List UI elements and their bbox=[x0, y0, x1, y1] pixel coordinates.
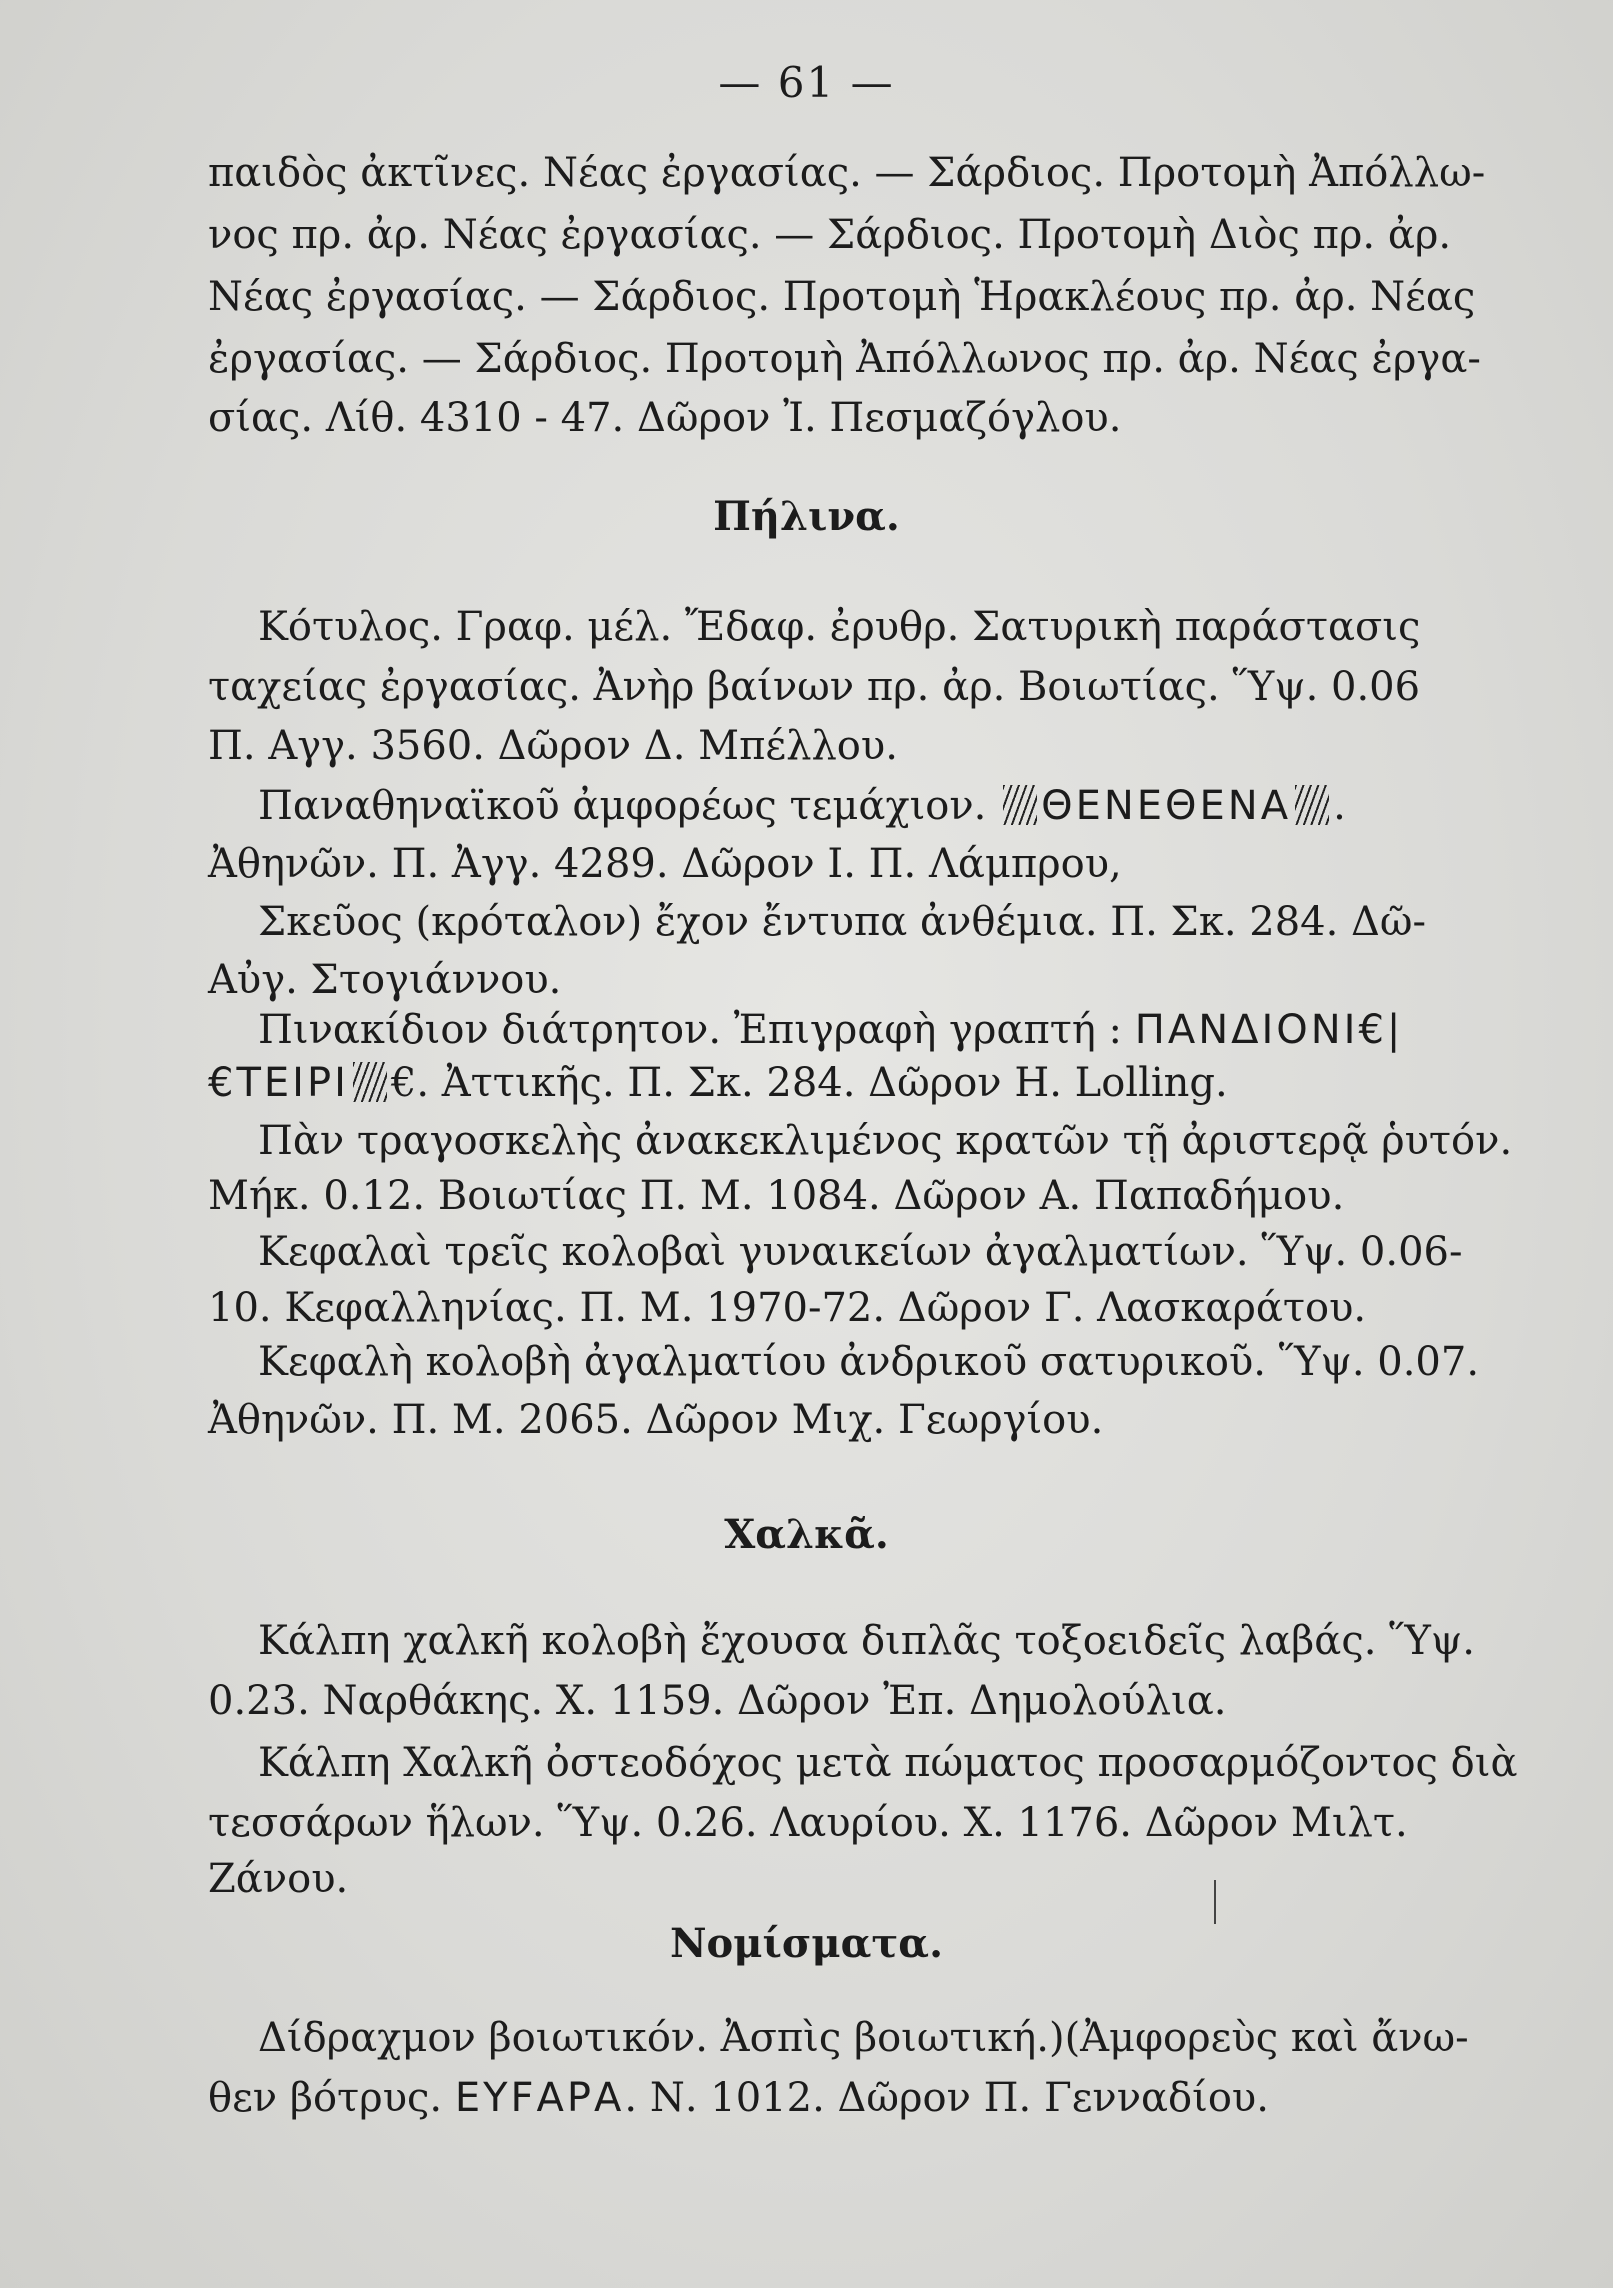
lacuna-mark bbox=[353, 1062, 387, 1102]
lacuna-mark bbox=[1295, 785, 1329, 825]
inscription: ΕΥFΑΡΑ bbox=[454, 2075, 625, 2121]
text-segment: . bbox=[1333, 783, 1346, 829]
page-number: — 61 — bbox=[718, 58, 895, 107]
text-line: Κάλπη χαλκῆ κολοβὴ ἔχουσα διπλᾶς τοξοειδεῖς λαβάς. Ὕψ. bbox=[258, 1618, 1475, 1664]
text-line: Κεφαλαὶ τρεῖς κολοβαὶ γυναικείων ἀγαλματίων. Ὕψ. 0.06- bbox=[258, 1229, 1463, 1275]
text-line bbox=[208, 1057, 1228, 1109]
text-line: ταχείας ἐργασίας. Ἀνὴρ βαίνων πρ. ἀρ. Βοιωτίας. Ὕψ. 0.06 bbox=[208, 664, 1421, 710]
text-line: 10. Κεφαλληνίας. Π. Μ. 1970-72. Δῶρον Γ. Λασκαράτου. bbox=[208, 1285, 1367, 1331]
text-line: Σκεῦος (κρόταλον) ἔχον ἔντυπα ἀνθέμια. Π. Σκ. 284. Δῶ- bbox=[258, 899, 1427, 945]
text-line: Ἀθηνῶν. Π. Ἀγγ. 4289. Δῶρον Ι. Π. Λάμπρου, bbox=[208, 841, 1122, 887]
text-line: Ζάνου. bbox=[208, 1856, 349, 1902]
text-segment: Πινακίδιον διάτρητον. Ἐπιγραφὴ γραπτή : bbox=[258, 1007, 1135, 1053]
text-line bbox=[208, 2072, 1269, 2124]
inscription: ΘΕΝΕΘΕΝΑ bbox=[1041, 783, 1292, 829]
text-segment: θεν βότρυς. bbox=[208, 2075, 455, 2121]
lacuna-mark bbox=[1003, 785, 1037, 825]
text-segment: . Ν. 1012. Δῶρον Π. Γενναδίου. bbox=[624, 2075, 1269, 2121]
text-segment: €. Ἀττικῆς. Π. Σκ. 284. Δῶρον Η. Lolling. bbox=[390, 1060, 1228, 1106]
text-line: Αὐγ. Στογιάννου. bbox=[208, 957, 562, 1003]
text-line: Π. Αγγ. 3560. Δῶρον Δ. Μπέλλου. bbox=[208, 723, 898, 769]
text-line: Κάλπη Χαλκῆ ὀστεοδόχος μετὰ πώματος προσαρμόζοντος διὰ bbox=[258, 1740, 1518, 1786]
text-line: Κεφαλὴ κολοβὴ ἀγαλματίου ἀνδρικοῦ σατυρικοῦ. Ὕψ. 0.07. bbox=[258, 1339, 1480, 1385]
section-heading: Νομίσματα. bbox=[669, 1920, 944, 1967]
section-heading: Πήλινα. bbox=[713, 493, 900, 540]
section-heading: Χαλκᾶ. bbox=[724, 1511, 889, 1558]
text-line: σίας. Λίθ. 4310 - 47. Δῶρον Ἰ. Πεσμαζόγλου. bbox=[208, 395, 1122, 441]
text-line: Πὰν τραγοσκελὴς ἀνακεκλιμένος κρατῶν τῇ ἀριστερᾷ ῥυτόν. bbox=[258, 1118, 1513, 1164]
margin-mark bbox=[1214, 1880, 1216, 1924]
text-line: Κότυλος. Γραφ. μέλ. Ἔδαφ. ἐρυθρ. Σατυρικὴ παράστασις bbox=[258, 604, 1421, 650]
inscription: €ΤΕΙΡΙ bbox=[208, 1060, 349, 1106]
inscription: ΠΑΝΔΙΟΝΙ€| bbox=[1134, 1007, 1404, 1053]
text-line: Δίδραχμον βοιωτικόν. Ἀσπὶς βοιωτική.)(Ἀμφορεὺς καὶ ἄνω- bbox=[258, 2015, 1469, 2061]
text-line: Νέας ἐργασίας. — Σάρδιος. Προτομὴ Ἡρακλέους πρ. ἀρ. Νέας bbox=[208, 274, 1476, 320]
text-line: ἐργασίας. — Σάρδιος. Προτομὴ Ἀπόλλωνος πρ. ἀρ. Νέας ἐργα- bbox=[208, 336, 1481, 382]
text-segment: Παναθηναϊκοῦ ἀμφορέως τεμάχιον. bbox=[258, 783, 987, 829]
text-line: νος πρ. ἀρ. Νέας ἐργασίας. — Σάρδιος. Προτομὴ Διὸς πρ. ἀρ. bbox=[208, 212, 1452, 258]
text-line bbox=[258, 780, 1346, 832]
text-line: 0.23. Ναρθάκης. Χ. 1159. Δῶρον Ἐπ. Δημολούλια. bbox=[208, 1678, 1227, 1724]
text-line bbox=[258, 1004, 1403, 1056]
text-line: τεσσάρων ἥλων. Ὕψ. 0.26. Λαυρίου. Χ. 1176. Δῶρον Μιλτ. bbox=[208, 1800, 1408, 1846]
text-line: Ἀθηνῶν. Π. Μ. 2065. Δῶρον Μιχ. Γεωργίου. bbox=[208, 1397, 1104, 1443]
text-line: Μήκ. 0.12. Βοιωτίας Π. Μ. 1084. Δῶρον Α. Παπαδήμου. bbox=[208, 1173, 1345, 1219]
text-line: παιδὸς ἀκτῖνες. Νέας ἐργασίας. — Σάρδιος. Προτομὴ Ἀπόλλω- bbox=[208, 150, 1486, 196]
